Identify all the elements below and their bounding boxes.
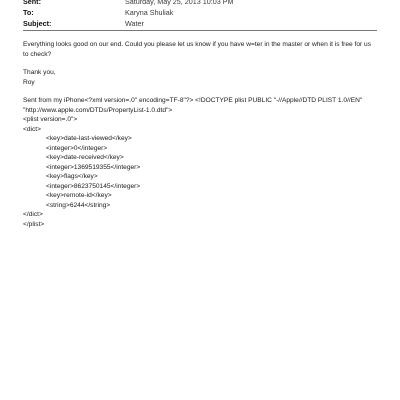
header-row-sent [23,0,383,7]
plist-close-line: </plist> [23,220,45,228]
to-value: Karyna Shuliak [125,8,174,17]
xml-line: <integer>0</integer> [46,144,108,152]
body-line-1: Everything looks good on our end. Could you please let us know if you have w=ter in the master or when it is free for us [23,41,372,48]
dtd-url-line: "http://www.apple.com/DTDs/PropertyList-1.0.dtd"> [23,106,173,114]
xml-line: <integer>8623750145</integer> [46,182,141,190]
header-divider [23,30,377,31]
header-row-subject [23,18,383,29]
header-row-to [23,7,383,18]
plist-open-line: <plist version=.0"> [23,116,78,123]
email-body [23,40,379,229]
signature-line: Roy [23,78,35,86]
xml-line: <key>remote-id</key> [46,192,112,199]
xml-line: <key>date-received</key> [46,154,124,161]
xml-line: <integer>1369519355</integer> [46,163,141,171]
to-label: To: [23,8,34,17]
subject-value: Water [125,19,144,28]
subject-label: Subject: [23,19,52,28]
closing-line: Thank you, [23,69,56,76]
sent-value: Saturday, May 25, 2013 10:03 PM [125,0,234,6]
sent-label: Sent: [23,0,41,6]
body-line-2: to check? [23,50,52,58]
dict-close-line: </dict> [23,211,43,218]
dict-open-line: <dict> [23,125,41,133]
xml-line: <string>6244</string> [46,201,111,209]
xml-line: <key>flags</key> [46,173,98,180]
xml-line: <key>date-last-viewed</key> [46,135,132,142]
sent-from-line: Sent from my iPhone<?xml version=.0" encoding=TF-8"?> <!DOCTYPE plist PUBLIC "-//Apple//DTD PLIST 1.0//EN" [23,97,363,104]
email-header [23,0,383,29]
